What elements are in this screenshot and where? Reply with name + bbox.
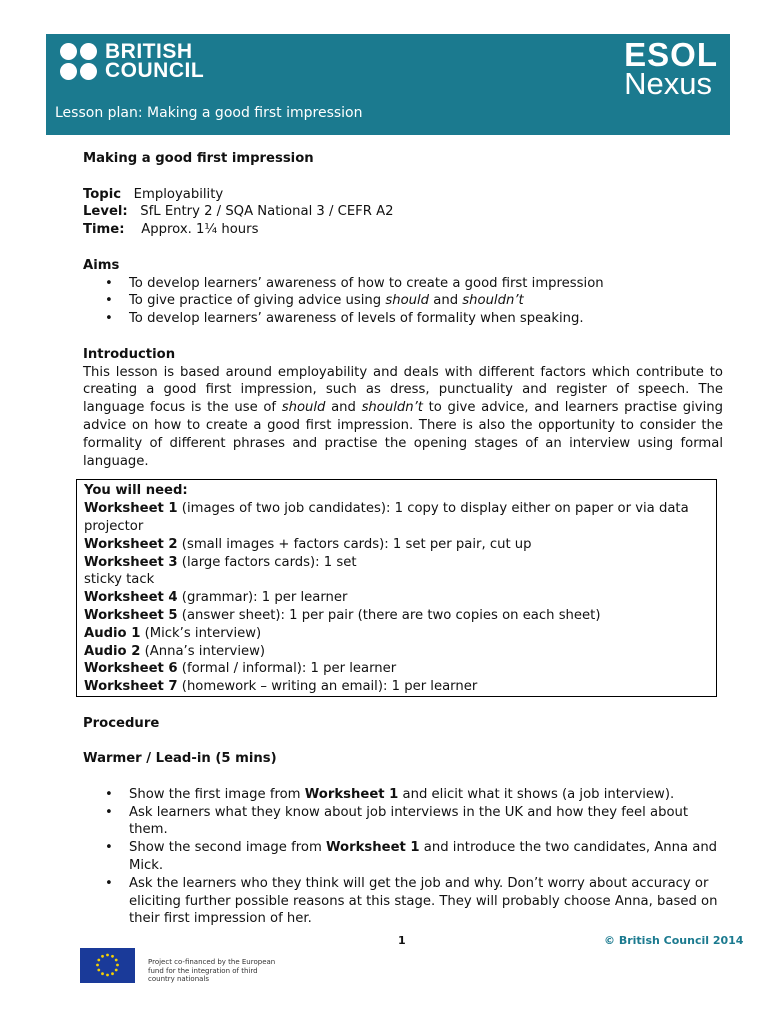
list-item: Worksheet 5 (answer sheet): 1 per pair (there are two copies on each sheet) bbox=[84, 607, 601, 623]
esol-nexus-logo bbox=[624, 36, 718, 101]
page-number: 1 bbox=[398, 934, 406, 947]
nexus-text: Nexus bbox=[624, 66, 713, 101]
list-item: Worksheet 4 (grammar): 1 per learner bbox=[84, 590, 348, 606]
aims-list bbox=[83, 275, 723, 328]
list-item: Worksheet 6 (formal / informal): 1 per learner bbox=[84, 661, 397, 677]
materials-box bbox=[76, 479, 717, 697]
eu-flag-icon bbox=[80, 948, 135, 983]
eu-funding-note: Project co-financed by the European fund for the integration of third country nationals bbox=[148, 958, 276, 983]
british-council-dots-icon bbox=[60, 43, 97, 80]
list-item: • To develop learners’ awareness of how to create a good first impression bbox=[83, 275, 723, 293]
document-body bbox=[83, 150, 723, 928]
list-item: • To develop learners’ awareness of levels of formality when speaking. bbox=[83, 310, 723, 328]
topic-value: Employability bbox=[133, 186, 224, 202]
time-label: Time: bbox=[83, 222, 125, 238]
aims-heading: Aims bbox=[83, 257, 120, 273]
procedure-heading: Procedure bbox=[83, 715, 160, 731]
copyright-text: © British Council 2014 bbox=[604, 934, 744, 947]
materials-heading: You will need: bbox=[84, 483, 188, 499]
brand-line-1: BRITISH bbox=[105, 40, 193, 63]
list-item: • Ask learners what they know about job interviews in the UK and how they feel about them. bbox=[83, 804, 723, 840]
header-banner bbox=[46, 34, 730, 135]
time-value: Approx. 1¼ hours bbox=[141, 222, 259, 238]
list-item: Worksheet 7 (homework – writing an email): 1 per learner bbox=[84, 679, 478, 695]
warmer-heading: Warmer / Lead-in (5 mins) bbox=[83, 751, 277, 767]
list-item: Worksheet 3 (large factors cards): 1 set bbox=[84, 554, 357, 570]
brand-line-2: COUNCIL bbox=[105, 59, 205, 82]
list-item: • Show the first image from Worksheet 1 and elicit what it shows (a job interview). bbox=[83, 786, 723, 804]
warmer-list bbox=[83, 786, 723, 928]
list-item: • Ask the learners who they think will get the job and why. Don’t worry about accuracy or eliciting further possible reasons at this stage. They will probably choose Anna, based on their first impression of her. bbox=[83, 875, 723, 928]
list-item: • To give practice of giving advice using should and shouldn’t bbox=[83, 292, 723, 310]
introduction-heading: Introduction bbox=[83, 346, 176, 362]
level-label: Level: bbox=[83, 204, 128, 220]
list-item: sticky tack bbox=[84, 572, 155, 588]
list-item: Worksheet 2 (small images + factors cards): 1 set per pair, cut up bbox=[84, 536, 532, 552]
list-item: Audio 1 (Mick’s interview) bbox=[84, 625, 262, 641]
topic-label: Topic bbox=[83, 186, 122, 202]
esol-text: ESOL bbox=[624, 36, 718, 73]
list-item: • Show the second image from Worksheet 1 and introduce the two candidates, Anna and Mick. bbox=[83, 839, 723, 875]
level-value: SfL Entry 2 / SQA National 3 / CEFR A2 bbox=[140, 204, 394, 220]
list-item: Worksheet 1 (images of two job candidates): 1 copy to display either on paper or via data projector bbox=[84, 501, 689, 534]
introduction-paragraph: This lesson is based around employability and deals with different factors which contribute to creating a good first impression, such as dress, punctuality and register of speech. The language focus is the use of should and shouldn’t to give advice, and learners practise giving advice on how to create a good first impression. There is also the opportunity to consider the formality of different phrases and practise the opening stages of an interview using formal language. bbox=[83, 364, 724, 469]
british-council-logo bbox=[60, 42, 204, 80]
document-title: Making a good first impression bbox=[83, 151, 314, 166]
level-line bbox=[83, 203, 723, 221]
time-line bbox=[83, 221, 723, 239]
list-item: Audio 2 (Anna’s interview) bbox=[84, 643, 266, 659]
lesson-plan-subtitle: Lesson plan: Making a good first impression bbox=[55, 105, 363, 121]
topic-line bbox=[83, 186, 723, 204]
